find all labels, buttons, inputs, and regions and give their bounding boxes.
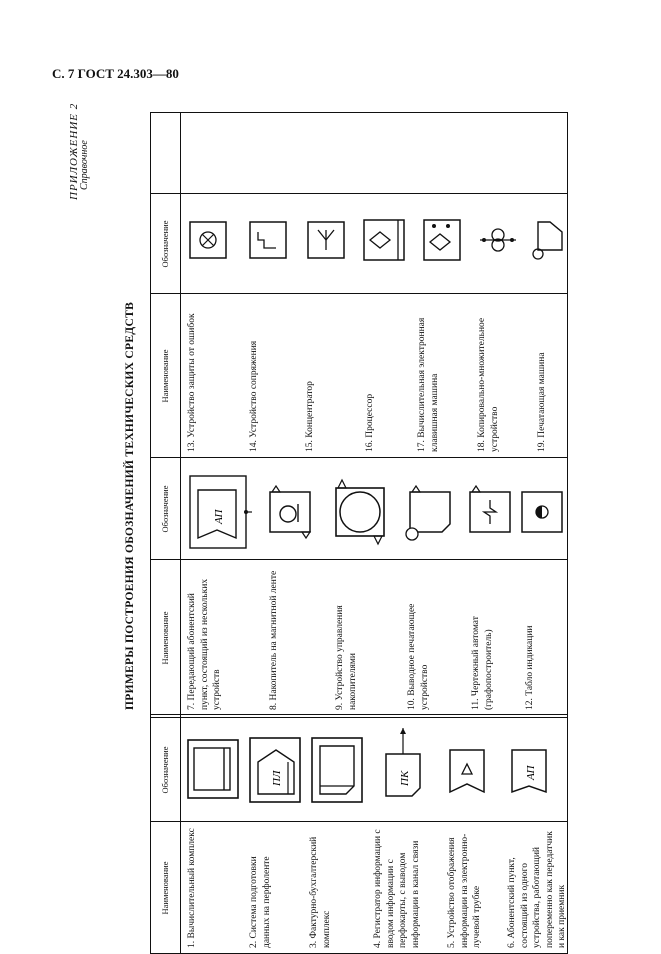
subscriber-point-icon <box>502 732 558 804</box>
col-header-symbol-3: Обозначение <box>160 220 170 268</box>
item-18-label: 18. Копировально-множительное устройство <box>477 317 500 452</box>
processor-icon <box>360 214 410 264</box>
item-19-label: 19. Печатающая машина <box>537 352 547 452</box>
item-2-label: 2. Система подготовки данных на перфоленте <box>249 856 272 948</box>
col-header-name-2: Наименование <box>160 611 170 665</box>
multi-device-subscriber-icon <box>186 466 252 552</box>
subscriber-label: АП <box>525 765 537 780</box>
item-6-label: 6. Абонентский пункт, состоящий из одного устройства, работающий попеременно как передатчик и как приемник <box>507 831 567 948</box>
printing-machine-icon <box>530 212 566 262</box>
col-header-name-3: Наименование <box>160 349 170 403</box>
keyboard-computer-icon <box>420 214 466 264</box>
item-7-label: 7. Передающий абонентский пункт, состоящий из нескольких устройств <box>187 578 222 710</box>
item-16-label: 16. Процессор <box>365 393 375 452</box>
crt-display-icon <box>440 732 496 804</box>
computing-complex-icon <box>186 732 242 804</box>
appendix-subtitle: Справочное <box>79 140 90 190</box>
magnetic-tape-icon <box>260 476 320 546</box>
print-output-icon <box>400 476 460 546</box>
punched-tape-icon <box>248 730 304 806</box>
item-3-label: 3. Фактурно-бухгалтерский комплекс <box>309 836 332 948</box>
interface-icon <box>246 218 290 262</box>
item-8-label: 8. Накопитель на магнитной ленте <box>269 570 279 710</box>
symbol-table <box>150 112 568 954</box>
item-13-label: 13. Устройство защиты от ошибок <box>187 313 197 452</box>
item-11-label: 11. Чертежный автомат (графопостроитель) <box>471 616 494 710</box>
copier-icon <box>476 218 520 262</box>
card-register-icon <box>376 724 432 804</box>
item-15-label: 15. Концентратор <box>305 381 315 452</box>
page-header: С. 7 ГОСТ 24.303—80 <box>52 66 179 81</box>
item-5-label: 5. Устройство отображения информации на электронно-лучевой трубке <box>447 833 482 948</box>
accounting-complex-icon <box>310 730 366 806</box>
storage-controller-icon <box>328 472 394 550</box>
card-label: ПК <box>399 770 411 786</box>
tape-label: ПЛ <box>271 770 283 786</box>
item-9-label: 9. Устройство управления накопителями <box>335 605 358 710</box>
indicator-panel-icon <box>518 476 566 546</box>
error-protection-icon <box>186 218 230 262</box>
item-17-label: 17. Вычислительная электронная клавишная машина <box>417 317 440 452</box>
table-title: ПРИМЕРЫ ПОСТРОЕНИЯ ОБОЗНАЧЕНИЙ ТЕХНИЧЕСКИХ СРЕДСТВ <box>124 301 136 710</box>
concentrator-icon <box>304 218 348 262</box>
col-header-symbol-2: Обозначение <box>160 485 170 533</box>
col-header-symbol-1: Обозначение <box>160 746 170 794</box>
item-12-label: 12. Табло индикации <box>525 625 535 710</box>
plotter-icon <box>462 476 520 546</box>
item-10-label: 10. Выводное печатающее устройство <box>407 603 430 710</box>
item-1-label: 1. Вычислительный комплекс <box>187 828 197 948</box>
col-header-name-1: Наименование <box>160 861 170 915</box>
appendix-title: ПРИЛОЖЕНИЕ 2 <box>68 102 80 200</box>
item-14-label: 14. Устройство сопряжения <box>249 340 259 452</box>
item-4-label: 4. Регистратор информации с вводом информации с перфокарты, с выводом информации в канал связи <box>373 829 421 948</box>
multi-subscriber-label: АП <box>213 509 225 524</box>
